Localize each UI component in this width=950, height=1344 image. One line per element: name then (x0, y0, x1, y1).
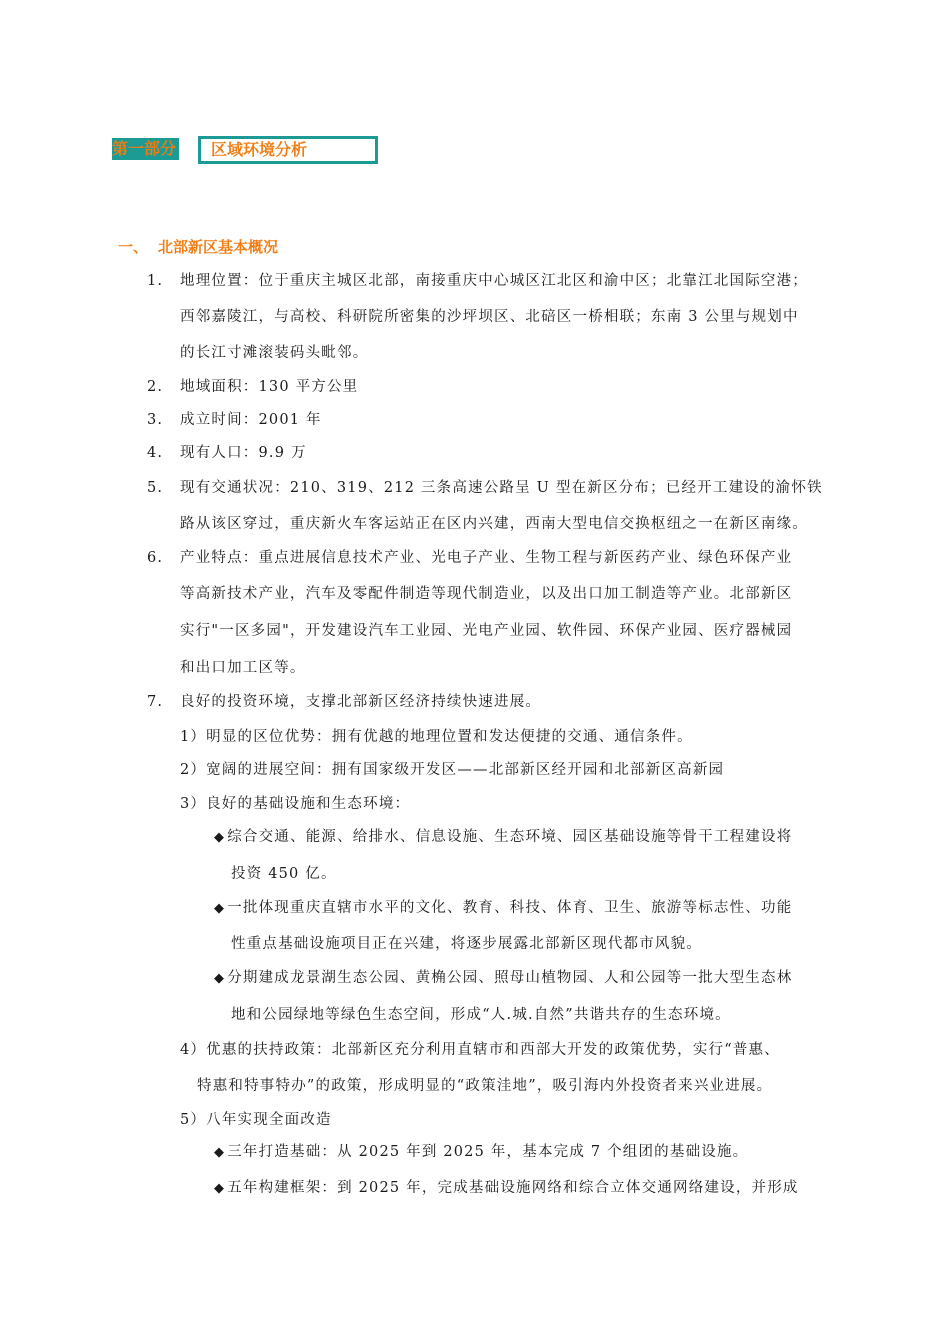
bullet-line: 一批体现重庆直辖市水平的文化、教育、科技、体育、卫生、旅游等标志性、功能 (227, 900, 793, 916)
item-line: 地域面积：130 平方公里 (180, 379, 359, 395)
item-line: 和出口加工区等。 (180, 660, 306, 676)
item-line: 良好的投资环境，支撑北部新区经济持续快速进展。 (180, 694, 542, 710)
bullet-line: 分期建成龙景湖生态公园、黄桷公园、照母山植物园、人和公园等一批大型生态林 (227, 970, 793, 986)
item-number: 2. (147, 379, 164, 395)
bullet-item (214, 968, 792, 989)
item-line: 成立时间：2001 年 (180, 412, 322, 428)
bullet-item (214, 1178, 799, 1199)
item-line: 路从该区穿过，重庆新火车客运站正在区内兴建，西南大型电信交换枢纽之一在新区南缘。 (180, 516, 808, 532)
sub-item: 3）良好的基础设施和生态环境： (180, 796, 411, 812)
diamond-bullet-icon: ◆ (214, 971, 226, 986)
bullet-line: 三年打造基础：从 2025 年到 2025 年，基本完成 7 个组团的基础设施。 (227, 1144, 749, 1160)
bullet-line: 投资 450 亿。 (231, 866, 337, 882)
item-number: 4. (147, 445, 164, 461)
diamond-bullet-icon: ◆ (214, 1181, 226, 1196)
bullet-line: 综合交通、能源、给排水、信息设施、生态环境、园区基础设施等骨干工程建设将 (227, 829, 793, 845)
sub-item: 4）优惠的扶持政策：北部新区充分利用直辖市和西部大开发的政策优势，实行“普惠、 (180, 1042, 780, 1058)
item-line: 实行"一区多园"，开发建设汽车工业园、光电产业园、软件园、环保产业园、医疗器械园 (180, 623, 793, 639)
diamond-bullet-icon: ◆ (214, 1145, 226, 1160)
bullet-item (214, 827, 792, 848)
part-title: 区域环境分析 (198, 136, 378, 164)
bullet-line: 五年构建框架：到 2025 年，完成基础设施网络和综合立体交通网络建设，并形成 (227, 1180, 799, 1196)
sub-item: 5）八年实现全面改造 (180, 1112, 332, 1128)
item-line: 地理位置：位于重庆主城区北部，南接重庆中心城区江北区和渝中区；北靠江北国际空港； (180, 273, 808, 289)
item-line: 的长江寸滩滚装码头毗邻。 (180, 345, 369, 361)
section-title: 北部新区基本概况 (158, 238, 279, 256)
item-line: 现有人口：9.9 万 (180, 445, 307, 461)
diamond-bullet-icon: ◆ (214, 830, 226, 845)
item-line: 西邻嘉陵江，与高校、科研院所密集的沙坪坝区、北碚区一桥相联；东南 3 公里与规划中 (180, 309, 799, 325)
bullet-line: 性重点基础设施项目正在兴建，将逐步展露北部新区现代都市风貌。 (231, 936, 702, 952)
item-line: 产业特点：重点进展信息技术产业、光电子产业、生物工程与新医药产业、绿色环保产业 (180, 550, 793, 566)
sub-item: 1）明显的区位优势：拥有优越的地理位置和发达便捷的交通、通信条件。 (180, 729, 693, 745)
bullet-item (214, 898, 792, 919)
diamond-bullet-icon: ◆ (214, 901, 226, 916)
item-number: 3. (147, 412, 164, 428)
sub-item: 2）宽阔的进展空间：拥有国家级开发区——北部新区经开园和北部新区高新园 (180, 762, 725, 778)
item-number: 5. (147, 480, 164, 496)
section-heading (118, 236, 278, 257)
item-number: 7. (147, 694, 164, 710)
part-label: 第一部分 (112, 138, 179, 160)
bullet-line: 地和公园绿地等绿色生态空间，形成“人.城.自然”共谐共存的生态环境。 (231, 1007, 731, 1023)
item-line: 现有交通状况：210、319、212 三条高速公路呈 U 型在新区分布；已经开工建设的渝怀铁 (180, 480, 823, 496)
item-number: 1. (147, 273, 164, 289)
bullet-item (214, 1142, 748, 1163)
item-number: 6. (147, 550, 164, 566)
item-line: 等高新技术产业，汽车及零配件制造等现代制造业，以及出口加工制造等产业。北部新区 (180, 586, 793, 602)
sub-item: 特惠和特事特办”的政策，形成明显的“政策洼地”，吸引海内外投资者来兴业进展。 (197, 1078, 773, 1094)
section-number: 一、 (118, 238, 149, 256)
